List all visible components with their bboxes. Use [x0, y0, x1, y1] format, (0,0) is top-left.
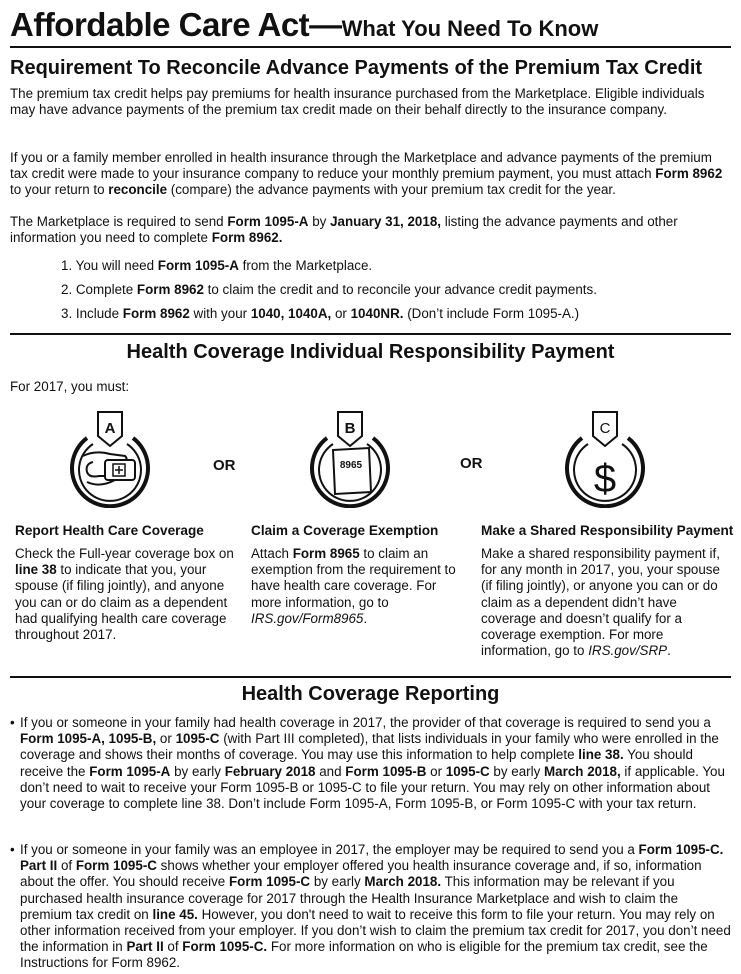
- or-label: OR: [460, 455, 483, 472]
- option-report-coverage: [15, 523, 243, 643]
- irs-srp-link[interactable]: IRS.gov/SRP: [588, 643, 668, 659]
- section-heading-reporting: Health Coverage Reporting: [241, 683, 500, 705]
- svg-text:$: $: [593, 457, 617, 501]
- svg-text:C: C: [599, 420, 611, 437]
- paragraph-marketplace: The Marketplace is required to send Form 1095-A by January 31, 2018, listing the advance payments and other information you need to complete Form 8962.: [10, 214, 678, 245]
- page-title: [10, 6, 598, 44]
- divider: [10, 333, 731, 335]
- svg-text:A: A: [104, 420, 116, 437]
- or-label: OR: [213, 457, 236, 474]
- bullet-icon: •: [10, 715, 15, 730]
- section-heading-reconcile: Requirement To Reconcile Advance Payments of the Premium Tax Credit: [10, 57, 703, 79]
- option-shared-payment: [481, 523, 734, 659]
- svg-text:8965: 8965: [339, 460, 363, 471]
- option-heading: Report Health Care Coverage: [15, 523, 204, 538]
- bullet-item: • If you or someone in your family was an employee in 2017, the employer may be required to send you a Form 1095-C. Part II of Form 1095-C shows whether your employer offered you health insurance coverage and, if so, information about the offer. You should receive Form 1095-C by early March 2018. This information may be relevant if you purchased health insurance coverage for 2017 through the Health Insurance Marketplace and wish to claim the premium tax credit on line 45. However, you don't need to wait to receive this form to file your return. You may rely on other information received from your employer. If you don’t wish to claim the premium tax credit for 2017, you don’t need the information in Part II of Form 1095-C. For more information on who is eligible for the premium tax credit, see the Instructions for Form 8962.: [10, 842, 731, 971]
- option-heading: Make a Shared Responsibility Payment: [481, 523, 734, 538]
- divider: [10, 46, 731, 48]
- irs-form8965-link[interactable]: IRS.gov/Form8965: [251, 610, 364, 626]
- option-heading: Claim a Coverage Exemption: [251, 523, 439, 538]
- form-8965-icon: [305, 408, 395, 508]
- intro-text: For 2017, you must:: [10, 379, 130, 394]
- option-body: Attach Form 8965 to claim an exemption from the requirement to have health care coverage. For more information, go to IRS.gov/Form8965.: [251, 546, 456, 626]
- step-item: 3. Include Form 8962 with your 1040, 1040A, or 1040NR. (Don’t include Form 1095-A.): [61, 306, 580, 321]
- svg-text:B: B: [344, 420, 356, 437]
- paragraph-reconcile: If you or a family member enrolled in health insurance through the Marketplace and advance payments of the premium tax credit were made to your insurance company to reduce your monthly premium payment, you must attach Form 8962 to your return to reconcile (compare) the advance payments with your premium tax credit for the year.: [10, 150, 723, 197]
- section-heading-responsibility: Health Coverage Individual Responsibility Payment: [126, 341, 615, 363]
- step-item: 2. Complete Form 8962 to claim the credit and to reconcile your advance credit payments.: [61, 282, 597, 297]
- paragraph-intro: The premium tax credit helps pay premiums for health insurance purchased from the Marketplace. Eligible individuals may have advance payments of the premium tax credit made on their behalf directly to the insurance company.: [10, 86, 705, 117]
- divider: [10, 676, 731, 678]
- option-body: Make a shared responsibility payment if, for any month in 2017, you, your spouse (if filing jointly), or anyone you can or do claim as a dependent didn’t have coverage and doesn’t qualify for a coverage exemption. For more information, go to IRS.gov/SRP.: [481, 546, 720, 659]
- hand-card-icon: [65, 408, 155, 508]
- dollar-payment-icon: [560, 408, 650, 508]
- title-sub: What You Need To Know: [341, 16, 599, 41]
- step-item: 1. You will need Form 1095-A from the Marketplace.: [61, 258, 373, 273]
- option-claim-exemption: [251, 523, 466, 627]
- bullet-item: • If you or someone in your family had health coverage in 2017, the provider of that coverage is required to send you a Form 1095-A, 1095-B, or 1095-C (with Part III completed), that lists individuals in your family who were enrolled in the coverage and shows their months of coverage. You may use this information to help complete line 38. You should receive the Form 1095-A by early February 2018 and Form 1095-B or 1095-C by early March 2018, if applicable. You don’t need to wait to receive your Form 1095-B or 1095-C to file your return. You may rely on other information about your coverage to complete line 38. Don’t include Form 1095-A, Form 1095-B, or Form 1095-C with your tax return.: [10, 715, 725, 812]
- bullet-icon: •: [10, 842, 15, 857]
- title-main: Affordable Care Act—: [10, 6, 342, 43]
- option-body: Check the Full-year coverage box on line 38 to indicate that you, your spouse (if filing jointly), and anyone you can or do claim as a dependent had qualifying health care coverage throughout 2017.: [15, 546, 234, 643]
